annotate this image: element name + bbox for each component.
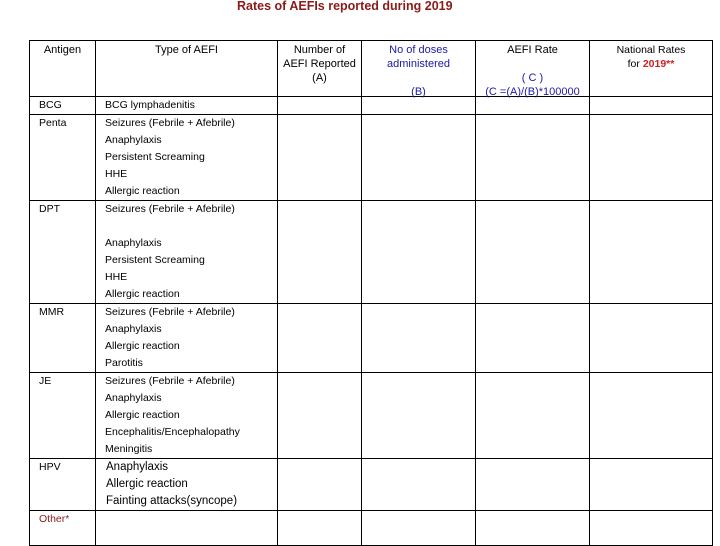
national-header-line1: National Rates [616,44,686,56]
number-cell [278,373,362,459]
rate-cell [476,511,590,546]
aefi-type-item: Seizures (Febrile + Afebrile) [105,203,235,215]
antigen-cell [30,115,96,201]
table-body [30,97,713,546]
doses-cell [362,373,476,459]
aefi-type-cell [96,115,278,201]
aefi-type-cell [96,97,278,115]
national-rate-cell [590,115,713,201]
aefi-type-cell [96,459,278,511]
table-row [30,459,713,511]
header-rate [476,41,590,97]
aefi-type-item: HHE [105,168,128,180]
number-cell [278,97,362,115]
header-number [278,41,362,97]
doses-header-line3: (B) [411,86,426,98]
aefi-type-item: Seizures (Febrile + Afebrile) [105,375,235,387]
antigen-header-label: Antigen [43,44,82,56]
aefi-type-item: Anaphylaxis [105,392,162,404]
aefi-type-item: Seizures (Febrile + Afebrile) [105,306,235,318]
antigen-label: JE [39,375,52,387]
rate-cell [476,115,590,201]
aefi-type-cell [96,304,278,373]
national-header-for: for [627,58,643,70]
header-antigen [30,41,96,97]
table-row [30,373,713,459]
aefi-type-item: BCG lymphadenitis [105,99,195,111]
header-doses [362,41,476,97]
aefi-type-item [96,218,277,235]
aefi-type-item: Allergic reaction [105,340,180,352]
rate-cell [476,201,590,304]
aefi-type-item: Anaphylaxis [105,237,162,249]
doses-header-line1: No of doses [389,44,448,56]
national-header-year: 2019** [642,58,675,70]
doses-cell [362,304,476,373]
aefi-type-item: Seizures (Febrile + Afebrile) [105,117,235,129]
type-header-label: Type of AEFI [155,44,218,56]
national-rate-cell [590,201,713,304]
aefi-type-item: Fainting attacks(syncope) [106,495,238,507]
aefi-type-item [96,528,277,545]
number-cell [278,304,362,373]
table-row [30,97,713,115]
aefi-type-cell [96,511,278,546]
aefi-type-item: Encephalitis/Encephalopathy [105,426,240,438]
national-rate-cell [590,373,713,459]
aefi-type-item: Meningitis [105,443,153,455]
aefi-type-item: Anaphylaxis [106,461,169,473]
rate-header-line2: ( C ) [521,72,544,84]
number-cell [278,115,362,201]
number-cell [278,201,362,304]
rate-cell [476,373,590,459]
header-row [30,41,713,97]
number-cell [278,511,362,546]
rate-cell [476,459,590,511]
aefi-type-item: Persistent Screaming [105,151,205,163]
antigen-cell [30,459,96,511]
aefi-type-cell [96,201,278,304]
doses-cell [362,511,476,546]
rate-header-line1: AEFI Rate [507,44,558,56]
aefi-type-item: Allergic reaction [105,409,180,421]
antigen-cell [30,511,96,546]
doses-cell [362,459,476,511]
aefi-type-item [96,511,277,528]
title-text: Rates of AEFIs reported during 2019 [237,0,453,13]
antigen-label: Other* [39,513,70,525]
antigen-cell [30,201,96,304]
rate-header-line3: (C =(A)/(B)*100000 [485,86,580,98]
aefi-type-item: Allergic reaction [106,478,188,490]
antigen-cell [30,373,96,459]
table-row [30,511,713,546]
doses-header-line2: administered [387,58,450,70]
aefi-type-item: Allergic reaction [105,288,180,300]
antigen-label: Penta [39,117,67,129]
number-header-line2: AEFI Reported [283,58,356,70]
antigen-label: MMR [39,306,65,318]
aefi-type-item: Parotitis [105,357,143,369]
national-rate-cell [590,511,713,546]
aefi-type-cell [96,373,278,459]
aefi-type-item: Allergic reaction [105,185,180,197]
antigen-label: DPT [39,203,60,215]
rate-cell [476,304,590,373]
national-rate-cell [590,304,713,373]
antigen-cell [30,97,96,115]
aefi-type-item: Persistent Screaming [105,254,205,266]
doses-cell [362,115,476,201]
doses-cell [362,201,476,304]
table-row [30,115,713,201]
aefi-table [29,40,713,546]
antigen-label: BCG [39,99,62,111]
aefi-type-item: Anaphylaxis [105,323,162,335]
number-header-line3: (A) [312,72,327,84]
doses-cell [362,97,476,115]
national-rate-cell [590,459,713,511]
table-row [30,304,713,373]
number-cell [278,459,362,511]
header-type [96,41,278,97]
antigen-cell [30,304,96,373]
antigen-label: HPV [39,461,61,473]
aefi-type-item: HHE [105,271,128,283]
header-national [590,41,713,97]
aefi-type-item: Anaphylaxis [105,134,162,146]
number-header-line1: Number of [293,44,346,56]
table-row [30,201,713,304]
rate-cell [476,97,590,115]
national-rate-cell [590,97,713,115]
